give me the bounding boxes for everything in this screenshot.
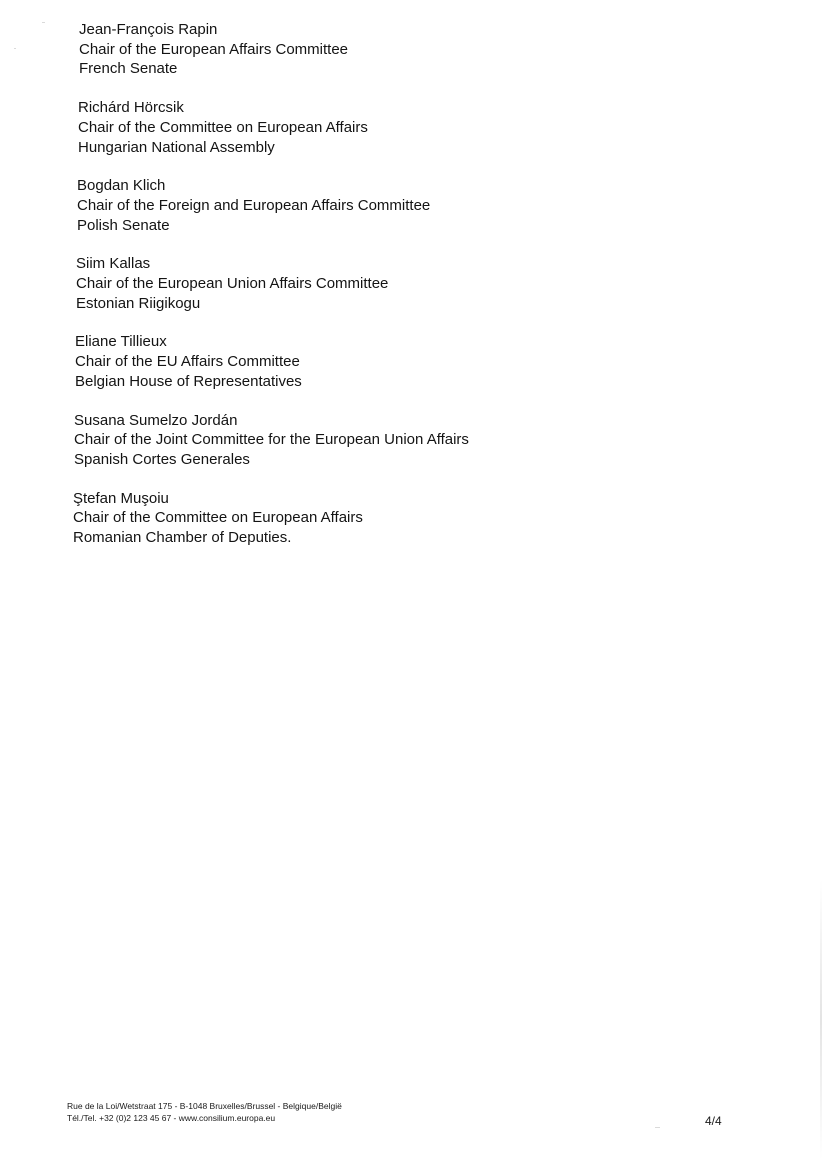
signatory-block: [76, 254, 636, 313]
signatory-role: Chair of the Foreign and European Affairs Committee: [77, 196, 431, 214]
signatory-institution: French Senate: [79, 60, 178, 78]
signatory-institution: Polish Senate: [77, 216, 170, 234]
signatory-role: Chair of the Joint Committee for the European Union Affairs: [74, 431, 469, 449]
signatory-institution: Estonian Riigikogu: [76, 294, 201, 312]
signatory-institution: Romanian Chamber of Deputies.: [73, 529, 292, 547]
signatory-block: [75, 332, 635, 391]
signatory-list: [73, 20, 636, 567]
signatory-name: Eliane Tillieux: [75, 333, 167, 351]
signatory-name: Jean-François Rapin: [79, 21, 218, 38]
signatory-block: [77, 176, 637, 235]
scan-speck: [655, 1127, 660, 1128]
signatory-name: Bogdan Klich: [77, 177, 166, 195]
signatory-block: [74, 411, 634, 470]
signatory-name: Richárd Hörcsik: [78, 99, 184, 117]
signatory-name: Susana Sumelzo Jordán: [74, 411, 238, 429]
signatory-block: [79, 20, 639, 79]
signatory-role: Chair of the European Union Affairs Committee: [76, 275, 389, 293]
scan-speck: [14, 48, 16, 49]
footer-contact: Tél./Tel. +32 (0)2 123 45 67 - www.consilium.europa.eu: [67, 1113, 276, 1123]
signatory-block: [73, 489, 633, 548]
signatory-role: Chair of the European Affairs Committee: [79, 40, 349, 58]
page-footer: [67, 1100, 487, 1124]
signatory-name: Siim Kallas: [76, 255, 151, 273]
signatory-role: Chair of the Committee on European Affairs: [78, 118, 368, 136]
page-number: 4/4: [705, 1114, 722, 1128]
signatory-institution: Hungarian National Assembly: [78, 138, 275, 156]
scan-edge-shadow: [820, 880, 822, 1160]
signatory-institution: Belgian House of Representatives: [75, 372, 302, 390]
footer-address: Rue de la Loi/Wetstraat 175 - B-1048 Bruxelles/Brussel - Belgique/België: [67, 1101, 342, 1111]
scan-speck: [42, 22, 45, 23]
signatory-institution: Spanish Cortes Generales: [74, 450, 250, 468]
signatory-role: Chair of the EU Affairs Committee: [75, 353, 300, 371]
signatory-role: Chair of the Committee on European Affairs: [73, 509, 363, 527]
signatory-block: [78, 98, 638, 157]
signatory-name: Ştefan Muşoiu: [73, 489, 169, 507]
